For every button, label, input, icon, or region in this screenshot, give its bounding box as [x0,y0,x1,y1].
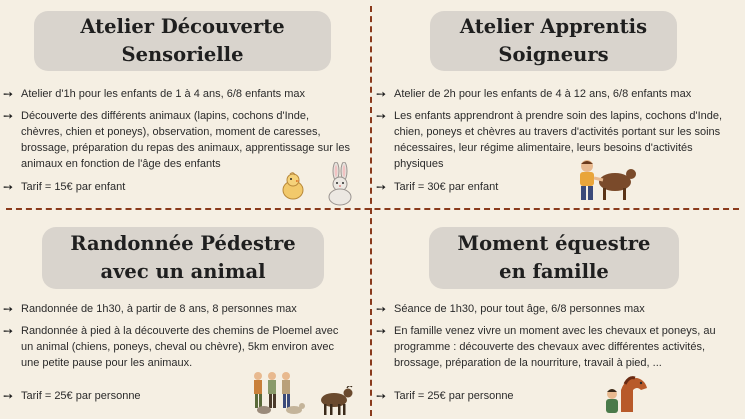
price-text: Tarif = 30€ par enfant [394,181,499,193]
arrow-icon: ➙ [3,302,14,316]
bullet-item [376,388,726,404]
price-text: Tarif = 25€ par personne [21,390,141,402]
arrow-icon: ➙ [3,87,14,101]
panel-moment-equestre [373,210,733,415]
arrow-icon: ➙ [376,389,387,403]
panel-title-line1: Moment équestre [457,232,651,255]
panel-randonnee [0,210,360,415]
rabbit-illustration-icon [322,162,358,206]
panel-title-line1: Atelier Apprentis [459,15,648,38]
arrow-icon: ➙ [3,109,14,123]
bullet-text: Atelier d'1h pour les enfants de 1 à 4 ans, 6/8 enfants max [21,88,306,100]
bullet-item [376,301,726,317]
bullet-item [376,86,726,102]
panel-atelier-decouverte [0,0,360,205]
price-text: Tarif = 25€ par personne [394,390,514,402]
panel-title [42,227,324,289]
bullet-text: Séance de 1h30, pour tout âge, 6/8 personnes max [394,303,645,315]
bullet-item [3,86,353,102]
panel-title-line2: Soigneurs [498,43,609,66]
bullet-item [376,179,726,195]
arrow-icon: ➙ [376,109,387,123]
panel-title [430,11,677,71]
arrow-icon: ➙ [376,87,387,101]
panel-title [429,227,679,289]
bullet-text: Randonnée à pied à la découverte des chemins de Ploemel avec un animal (chiens, poneys, cheval ou chèvre), 5km environ avec une petite pause pour les animaux. [21,325,339,369]
arrow-icon: ➙ [376,302,387,316]
chick-illustration-icon [280,172,306,200]
bullet-item [3,108,353,172]
bullet-text: Les enfants apprendront à prendre soin des lapins, cochons d'Inde, chien, poneys et chèvres au travers d'activités portant sur les soins nécessaires, leur régime alimentaire, leurs besoins d'activités physiques [394,110,723,170]
hikers-with-animals-illustration-icon [250,370,306,416]
arrow-icon: ➙ [3,389,14,403]
vertical-divider [370,6,372,416]
panel-atelier-apprentis [373,0,733,205]
horse-with-person-illustration-icon [603,374,649,414]
arrow-icon: ➙ [376,180,387,194]
arrow-icon: ➙ [3,180,14,194]
bullet-text: En famille venez vivre un moment avec les chevaux et poneys, au programme : découverte des chevaux avec différentes activités, brossage, préparation de la nourriture, travail à pied, ... [394,325,716,369]
bullet-text: Découverte des différents animaux (lapins, cochons d'Inde, chèvres, chien et poneys), observation, moment de caresses, brossage, préparation du repas des animaux, apprentissage sur les animaux en fonction de l'âge des enfants [21,110,350,170]
arrow-icon: ➙ [376,324,387,338]
panel-title [34,11,331,71]
bullet-item [376,108,726,172]
panel-title-line1: Randonnée Pédestre [70,232,296,255]
bullet-text: Randonnée de 1h30, à partir de 8 ans, 8 personnes max [21,303,297,315]
panel-title-line1: Atelier Découverte [80,15,285,38]
child-with-goat-illustration-icon [575,158,637,202]
panel-title-line2: avec un animal [100,260,266,283]
panel-title-line2: Sensorielle [121,43,244,66]
arrow-icon: ➙ [3,324,14,338]
goat-illustration-icon [316,386,354,416]
bullet-item [3,323,353,371]
price-text: Tarif = 15€ par enfant [21,181,126,193]
bullet-text: Atelier de 2h pour les enfants de 4 à 12 ans, 6/8 enfants max [394,88,692,100]
bullet-item [376,323,726,371]
panel-title-line2: en famille [499,260,609,283]
bullet-item [3,301,353,317]
